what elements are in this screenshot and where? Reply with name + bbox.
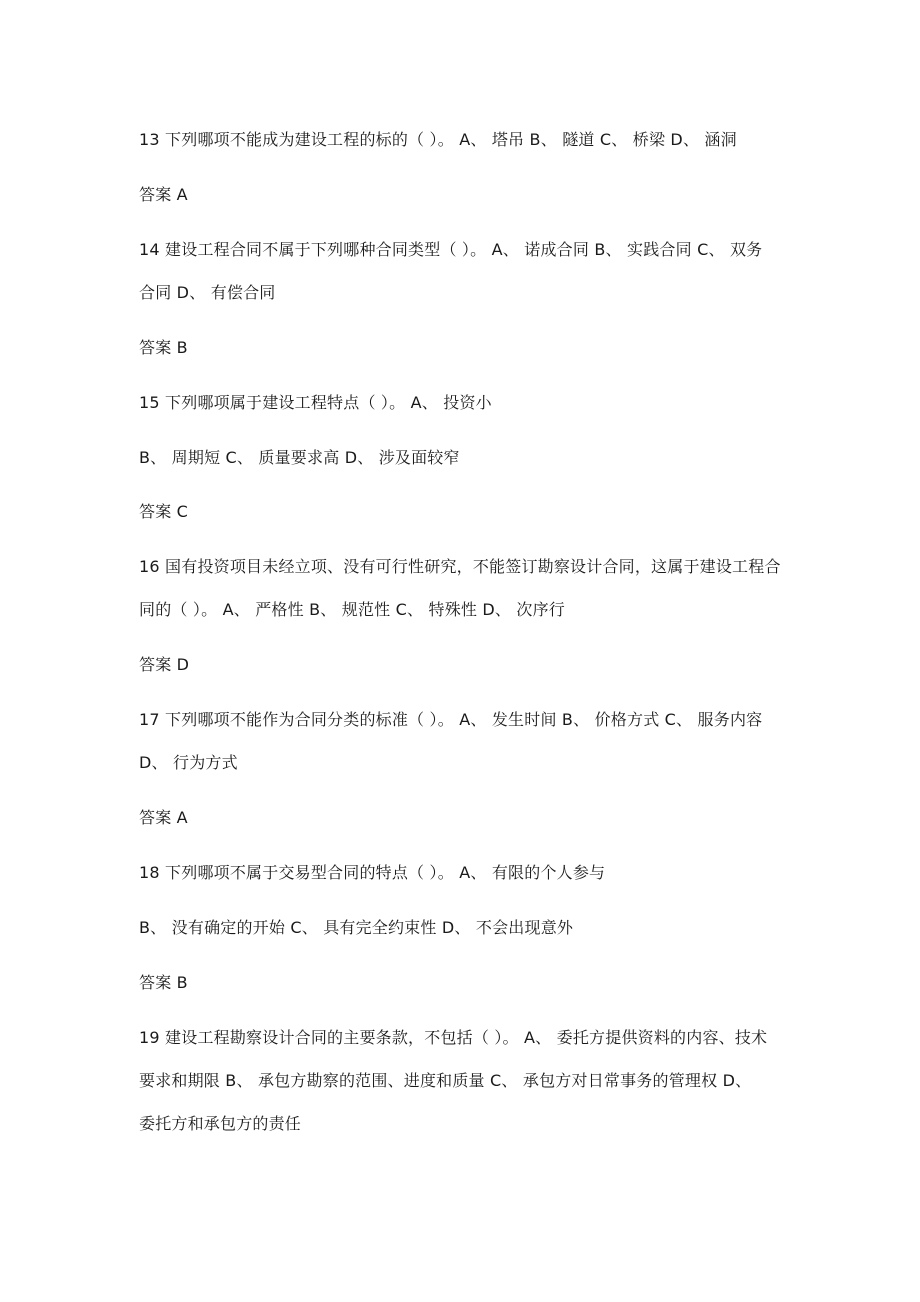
question-17-line-2: D、 行为方式 — [139, 753, 238, 772]
question-13-line-1: 13 下列哪项不能成为建设工程的标的（ ）。 A、 塔吊 B、 隧道 C、 桥梁 D、 涵洞 — [139, 130, 737, 149]
question-19-line-2: 要求和期限 B、 承包方勘察的范围、进度和质量 C、 承包方对日常事务的管理权 D、 — [139, 1071, 752, 1090]
question-14-line-1: 14 建设工程合同不属于下列哪种合同类型（ ）。 A、 诺成合同 B、 实践合同 C、 双务 — [139, 240, 763, 259]
answer-16: 答案 D — [139, 655, 190, 674]
question-19-line-3: 委托方和承包方的责任 — [139, 1114, 302, 1133]
question-19-line-1: 19 建设工程勘察设计合同的主要条款，不包括（ ）。 A、 委托方提供资料的内容、技术 — [139, 1028, 768, 1047]
question-15-line-2: B、 周期短 C、 质量要求高 D、 涉及面较窄 — [139, 448, 460, 467]
answer-15: 答案 C — [139, 502, 189, 521]
question-18-line-2: B、 没有确定的开始 C、 具有完全约束性 D、 不会出现意外 — [139, 918, 574, 937]
question-18-line-1: 18 下列哪项不属于交易型合同的特点（ ）。 A、 有限的个人参与 — [139, 863, 606, 882]
question-16-line-2: 同的（ ）。 A、 严格性 B、 规范性 C、 特殊性 D、 次序行 — [139, 600, 565, 619]
answer-18: 答案 B — [139, 973, 188, 992]
question-16-line-1: 16 国有投资项目未经立项、没有可行性研究，不能签订勘察设计合同，这属于建设工程合 — [139, 557, 781, 576]
answer-14: 答案 B — [139, 338, 188, 357]
answer-13: 答案 A — [139, 185, 188, 204]
question-14-line-2: 合同 D、 有偿合同 — [139, 283, 276, 302]
answer-17: 答案 A — [139, 808, 188, 827]
question-17-line-1: 17 下列哪项不能作为合同分类的标准（ ）。 A、 发生时间 B、 价格方式 C、 服务内容 — [139, 710, 763, 729]
question-15-line-1: 15 下列哪项属于建设工程特点（ ）。 A、 投资小 — [139, 393, 492, 412]
